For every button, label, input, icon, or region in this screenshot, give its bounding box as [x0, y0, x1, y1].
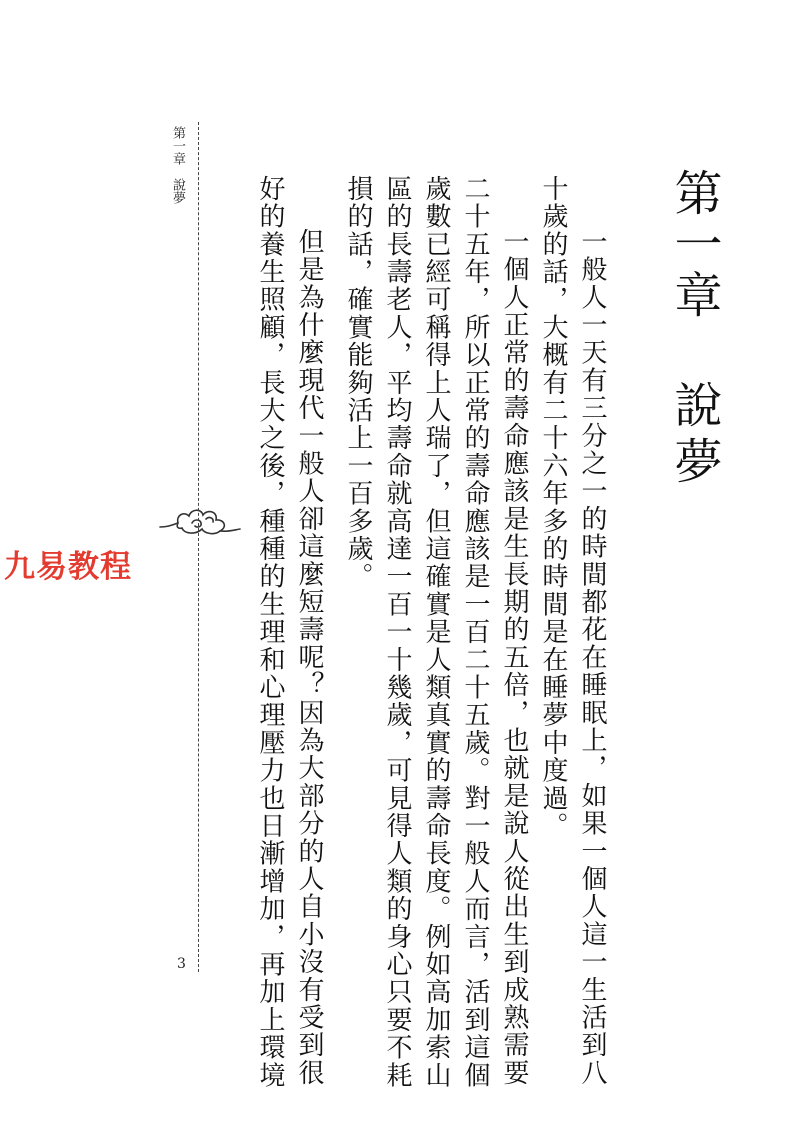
page-number: 3 [177, 956, 186, 972]
body-column: 歲數已經可稱得上人瑞了，但這確實是人類真實的壽命長度。例如高加索山 [421, 175, 451, 1090]
margin-divider [198, 122, 199, 972]
body-column: 二十五年，所以正常的壽命應該是一百二十五歲。對一般人而言，活到這個 [460, 175, 490, 1090]
chapter-number: 第一章 [666, 168, 722, 321]
chapter-title: 說夢 [666, 380, 722, 492]
body-column: 一個人正常的壽命應該是生長期的五倍，也就是說人從出生到成熟需要 [499, 228, 529, 1087]
body-column: 好的養生照顧，長大之後，種種的生理和心理壓力也日漸增加，再加上環境 [255, 175, 285, 1090]
running-header: 第一章 說夢 [170, 126, 185, 204]
watermark: 九易教程 [4, 549, 132, 585]
body-column: 但是為什麼現代一般人卻這麼短壽呢？因為大部分的人自小沒有受到很 [294, 228, 324, 1087]
body-column: 一般人一天有三分之一的時間都花在睡眠上，如果一個人這一生活到八 [577, 228, 607, 1087]
body-column: 十歲的話，大概有二十六年多的時間是在睡夢中度過。 [538, 175, 568, 840]
cloud-ornament-icon [158, 503, 242, 539]
body-column: 損的話，確實能夠活上一百多歲。 [343, 175, 373, 591]
body-column: 區的長壽老人，平均壽命就高達一百一十幾歲，可見得人類的身心只要不耗 [382, 175, 412, 1090]
